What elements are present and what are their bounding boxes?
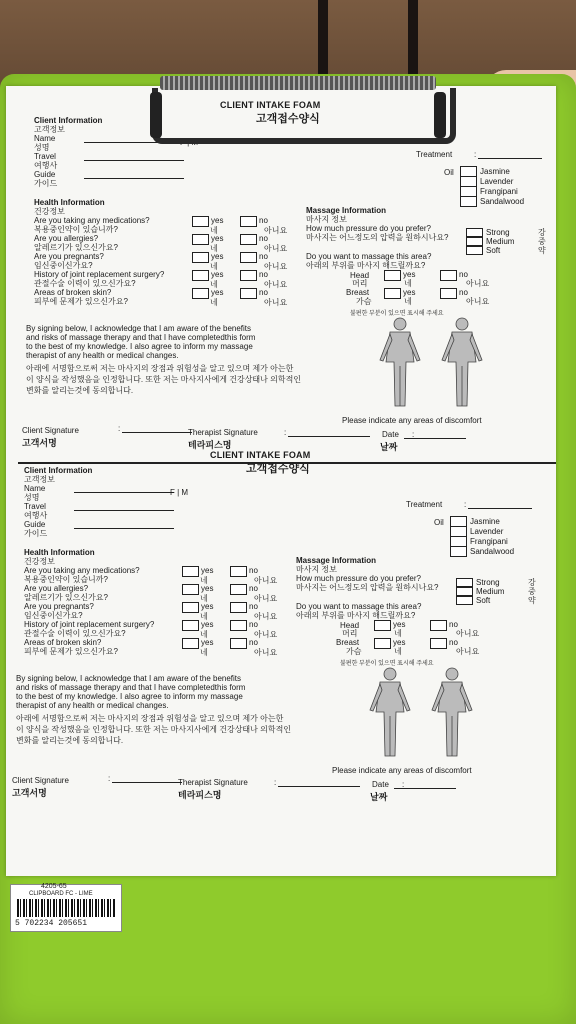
client-signature-label-ko: 고객서명 [22,438,57,448]
consent-text-ko: 아래에 서명함으로써 저는 마사지의 장점과 위험성을 알고 있으며 제가 아는한 [16,714,284,723]
pressure-question: How much pressure do you prefer? [306,224,431,233]
travel-label-ko: 여행사 [24,511,48,520]
client-sig-colon: : [118,424,121,433]
breast-yes-label: yes [403,288,416,297]
head-label: Head [340,621,360,630]
health-no-label-ko: 아니요 [264,262,288,271]
head-yes-checkbox[interactable] [384,270,401,281]
health-no-label-ko: 아니요 [254,576,278,585]
health-no-checkbox[interactable] [240,270,257,281]
pressure-strong-checkbox[interactable] [456,578,473,587]
travel-field[interactable] [74,510,174,511]
oil-option: Frangipani [480,187,518,196]
pressure-strong-label-ko: 강 [528,578,536,587]
body-diagram[interactable] [372,316,502,412]
health-yes-label: yes [211,270,224,279]
consent-text-ko: 변화를 알리는것에 동의합니다. [26,386,134,395]
client-signature-label: Client Signature [12,776,69,785]
pressure-soft-checkbox[interactable] [456,596,473,605]
health-yes-checkbox[interactable] [182,620,199,631]
q1: Are you taking any medications? [34,216,150,225]
consent-text: and risks of massage therapy and that I have completedthis form [26,333,256,342]
health-no-checkbox[interactable] [240,216,257,227]
q4-ko: 관절수술 이력이 있으신가요? [24,629,126,638]
oil-option: Jasmine [470,517,500,526]
health-no-label: no [249,638,258,647]
discomfort-note: Please indicate any areas of discomfort [342,416,482,425]
q3: Are you pregnants? [24,602,94,611]
health-no-checkbox[interactable] [230,566,247,577]
q1-ko: 복용중인약이 있습니까? [34,225,118,234]
health-no-label: no [259,234,268,243]
health-no-label-ko: 아니요 [264,244,288,253]
q3: Are you pregnants? [34,252,104,261]
consent-text: to the best of my knowledge. I also agree to inform my massage [26,342,253,351]
discomfort-note-ko: 불편한 부분이 있으면 표시해 주세요 [340,661,434,667]
guide-field[interactable] [84,178,184,179]
health-yes-label-ko: 네 [210,298,218,307]
consent-text-ko: 변화를 알리는것에 동의합니다. [16,736,124,745]
head-no-label-ko: 아니요 [466,279,490,288]
consent-text: and risks of massage therapy and that I have completedthis form [16,683,246,692]
q2: Are you allergies? [34,234,99,243]
pressure-medium-label-ko: 중 [538,237,546,246]
treatment-colon: : [464,500,467,509]
q4-ko: 관절수술 이력이 있으신가요? [34,279,136,288]
pressure-medium-label: Medium [476,587,505,596]
q3-ko: 임신중이신가요? [24,611,83,620]
treatment-label: Treatment [406,500,443,509]
guide-label: Guide [34,170,56,179]
breast-no-label: no [449,638,458,647]
areas-question: Do you want to massage this area? [296,602,422,611]
health-no-checkbox[interactable] [240,288,257,299]
head-no-checkbox[interactable] [430,620,447,631]
pressure-strong-checkbox[interactable] [466,228,483,237]
health-yes-checkbox[interactable] [182,584,199,595]
therapist-signature-label-ko: 테라피스명 [178,790,222,800]
discomfort-note-ko: 불편한 부분이 있으면 표시해 주세요 [350,311,444,317]
pressure-soft-checkbox[interactable] [466,246,483,255]
head-label: Head [350,271,370,280]
name-label: Name [24,484,46,493]
consent-text: therapist of any health or medical changes. [16,701,169,710]
health-heading-ko: 건강정보 [34,207,65,216]
oil-checkbox[interactable] [460,196,477,207]
clip-plate [152,88,456,144]
health-no-label: no [259,288,268,297]
health-yes-checkbox[interactable] [192,216,209,227]
oil-option: Sandalwood [470,547,515,556]
head-label-ko: 머리 [342,629,358,638]
health-heading: Health Information [24,548,95,557]
health-yes-label: yes [201,584,214,593]
form-title-ko: 고객접수양식 [246,463,310,475]
health-no-label: no [259,252,268,261]
consent-text-ko: 아래에 서명함으로써 저는 마사지의 장점과 위험성을 알고 있으며 제가 아는한 [26,364,294,373]
head-yes-label: yes [393,620,406,629]
health-yes-label: yes [201,638,214,647]
clip-lever-left [150,92,162,138]
travel-field[interactable] [84,160,184,161]
name-label-ko: 성명 [24,493,40,502]
head-yes-label-ko: 네 [404,279,412,288]
q5: Areas of broken skin? [34,288,112,297]
pressure-strong-label-ko: 강 [538,228,546,237]
clipboard-clip[interactable] [152,72,444,142]
consent-text: By signing below, I acknowledge that I am aware of the benefits [16,674,242,683]
pressure-soft-label-ko: 약 [538,246,546,255]
health-heading: Health Information [34,198,105,207]
name-label-ko: 성명 [34,143,50,152]
treatment-field[interactable] [478,158,542,159]
clipboard-label [10,884,122,932]
health-yes-label: yes [201,602,214,611]
health-yes-checkbox[interactable] [182,566,199,577]
q4: History of joint replacement surgery? [34,270,165,279]
date-label-ko: 날짜 [380,442,398,452]
health-yes-label-ko: 네 [200,630,208,639]
pressure-strong-label: Strong [486,228,510,237]
client-signature-label: Client Signature [22,426,79,435]
breast-label-ko: 가슴 [356,297,372,306]
consent-text-ko: 이 양식을 작성했음을 인정합니다. 또한 저는 마사지사에게 건강상태나 의학적인 [26,375,302,384]
form-title: CLIENT INTAKE FOAM [220,100,321,110]
breast-label-ko: 가슴 [346,647,362,656]
oil-option: Frangipani [470,537,508,546]
health-no-checkbox[interactable] [230,584,247,595]
health-yes-label-ko: 네 [200,594,208,603]
oil-label: Oil [444,168,454,177]
q2-ko: 알레르기가 있으신가요? [34,243,118,252]
treatment-label: Treatment [416,150,453,159]
client-signature-field[interactable] [122,432,192,433]
consent-text: to the best of my knowledge. I also agree to inform my massage [16,692,243,701]
therapist-signature-label: Therapist Signature [188,428,258,437]
therapist-signature-field[interactable] [278,786,360,787]
pressure-question-ko: 마사지는 어느정도의 압력을 원하시나요? [306,233,449,242]
head-yes-checkbox[interactable] [374,620,391,631]
therapist-sig-colon: : [274,778,277,787]
guide-label: Guide [24,520,46,529]
discomfort-note: Please indicate any areas of discomfort [332,766,472,775]
breast-yes-checkbox[interactable] [374,638,391,649]
health-yes-checkbox[interactable] [192,270,209,281]
health-no-label-ko: 아니요 [264,298,288,307]
massage-heading-ko: 마사지 정보 [296,565,337,574]
breast-no-label-ko: 아니요 [456,647,480,656]
head-label-ko: 머리 [352,279,368,288]
health-no-label: no [249,584,258,593]
form-title: CLIENT INTAKE FOAM [210,450,311,460]
label-name: CLIPBOARD FC - LIME [29,891,93,897]
health-no-label: no [259,216,268,225]
health-no-label: no [249,566,258,575]
body-diagram[interactable] [362,666,492,762]
health-no-label-ko: 아니요 [264,226,288,235]
breast-no-label: no [459,288,468,297]
travel-label-ko: 여행사 [34,161,58,170]
health-no-label-ko: 아니요 [254,630,278,639]
q5-ko: 피부에 문제가 있으신가요? [34,297,128,306]
health-no-label: no [249,620,258,629]
health-yes-label-ko: 네 [210,262,218,271]
health-no-label: no [259,270,268,279]
pressure-soft-label: Soft [476,596,491,605]
breast-yes-checkbox[interactable] [384,288,401,299]
client-info-heading: Client Information [34,116,103,125]
client-info-heading: Client Information [24,466,93,475]
client-signature-label-ko: 고객서명 [12,788,47,798]
breast-yes-label-ko: 네 [394,647,402,656]
therapist-sig-colon: : [284,428,287,437]
travel-label: Travel [34,152,56,161]
breast-no-label-ko: 아니요 [466,297,490,306]
date-colon: : [402,780,405,789]
date-colon: : [412,430,415,439]
oil-option: Lavender [470,527,504,536]
pressure-question-ko: 마사지는 어느정도의 압력을 원하시나요? [296,583,439,592]
head-no-checkbox[interactable] [440,270,457,281]
q4: History of joint replacement surgery? [24,620,155,629]
name-field[interactable] [74,492,174,493]
health-no-label-ko: 아니요 [264,280,288,289]
areas-question: Do you want to massage this area? [306,252,432,261]
head-yes-label: yes [403,270,416,279]
health-yes-label: yes [201,566,214,575]
head-no-label: no [449,620,458,629]
oil-option: Jasmine [480,167,510,176]
barcode-icon [17,899,115,917]
health-yes-label-ko: 네 [210,226,218,235]
oil-checkbox[interactable] [450,546,467,557]
form-divider [18,462,556,464]
date-label: Date [372,780,389,789]
date-label-ko: 날짜 [370,792,388,802]
client-sig-colon: : [108,774,111,783]
guide-label-ko: 가이드 [24,529,48,538]
therapist-signature-label-ko: 테라피스명 [188,440,232,450]
health-yes-checkbox[interactable] [192,288,209,299]
health-yes-label: yes [211,234,224,243]
pressure-strong-label: Strong [476,578,500,587]
date-label: Date [382,430,399,439]
health-yes-label-ko: 네 [200,648,208,657]
health-yes-label-ko: 네 [210,280,218,289]
health-no-label-ko: 아니요 [254,648,278,657]
q3-ko: 임신중이신가요? [34,261,93,270]
areas-question-ko: 아래의 부위를 마사지 해드릴까요? [306,261,426,270]
pressure-medium-checkbox[interactable] [456,587,473,596]
breast-yes-label-ko: 네 [404,297,412,306]
health-no-checkbox[interactable] [230,638,247,649]
q2: Are you allergies? [24,584,89,593]
health-yes-checkbox[interactable] [192,252,209,263]
consent-text: By signing below, I acknowledge that I am aware of the benefits [26,324,252,333]
health-yes-label: yes [211,216,224,225]
oil-option: Sandalwood [480,197,525,206]
oil-label: Oil [434,518,444,527]
pressure-question: How much pressure do you prefer? [296,574,421,583]
massage-heading: Massage Information [306,206,387,215]
health-no-checkbox[interactable] [240,234,257,245]
pressure-medium-checkbox[interactable] [466,237,483,246]
gender-select[interactable]: F | M [170,488,189,497]
q2-ko: 알레르기가 있으신가요? [24,593,108,602]
label-barcode-number: 5 702234 205651 [15,919,88,928]
massage-heading: Massage Information [296,556,377,565]
health-no-checkbox[interactable] [230,602,247,613]
form-title-ko: 고객접수양식 [256,113,320,125]
q1-ko: 복용중인약이 있습니까? [24,575,108,584]
health-yes-label-ko: 네 [210,244,218,253]
therapist-signature-label: Therapist Signature [178,778,248,787]
breast-label: Breast [346,288,370,297]
health-no-label: no [249,602,258,611]
oil-option: Lavender [480,177,514,186]
client-info-heading-ko: 고객정보 [34,125,65,134]
health-yes-label-ko: 네 [200,612,208,621]
health-yes-label-ko: 네 [200,576,208,585]
head-no-label: no [459,270,468,279]
gender-select[interactable]: F | M [180,138,199,147]
q5-ko: 피부에 문제가 있으신가요? [24,647,118,656]
health-no-checkbox[interactable] [230,620,247,631]
breast-no-checkbox[interactable] [440,288,457,299]
health-no-checkbox[interactable] [240,252,257,263]
health-yes-checkbox[interactable] [192,234,209,245]
pressure-medium-label: Medium [486,237,515,246]
label-model: 4205-65 [41,883,67,890]
treatment-colon: : [474,150,477,159]
health-yes-checkbox[interactable] [182,602,199,613]
date-field[interactable] [394,788,456,789]
consent-text: therapist of any health or medical changes. [26,351,179,360]
health-no-label-ko: 아니요 [254,594,278,603]
guide-label-ko: 가이드 [34,179,58,188]
breast-no-checkbox[interactable] [430,638,447,649]
client-signature-field[interactable] [112,782,182,783]
pressure-medium-label-ko: 중 [528,587,536,596]
consent-text-ko: 이 양식을 작성했음을 인정합니다. 또한 저는 마사지사에게 건강상태나 의학적인 [16,725,292,734]
clip-lever-right [434,92,446,138]
treatment-field[interactable] [468,508,532,509]
date-field[interactable] [404,438,466,439]
health-yes-checkbox[interactable] [182,638,199,649]
breast-yes-label: yes [393,638,406,647]
health-yes-label: yes [211,288,224,297]
intake-form-sheet [6,86,556,876]
health-no-label-ko: 아니요 [254,612,278,621]
q1: Are you taking any medications? [24,566,140,575]
head-no-label-ko: 아니요 [456,629,480,638]
therapist-signature-field[interactable] [288,436,370,437]
areas-question-ko: 아래의 부위를 마사지 해드릴까요? [296,611,416,620]
pressure-soft-label-ko: 약 [528,596,536,605]
breast-label: Breast [336,638,360,647]
head-yes-label-ko: 네 [394,629,402,638]
health-yes-label: yes [201,620,214,629]
travel-label: Travel [24,502,46,511]
pressure-soft-label: Soft [486,246,501,255]
q5: Areas of broken skin? [24,638,102,647]
health-yes-label: yes [211,252,224,261]
name-label: Name [34,134,56,143]
massage-heading-ko: 마사지 정보 [306,215,347,224]
client-info-heading-ko: 고객정보 [24,475,55,484]
guide-field[interactable] [74,528,174,529]
health-heading-ko: 건강정보 [24,557,55,566]
